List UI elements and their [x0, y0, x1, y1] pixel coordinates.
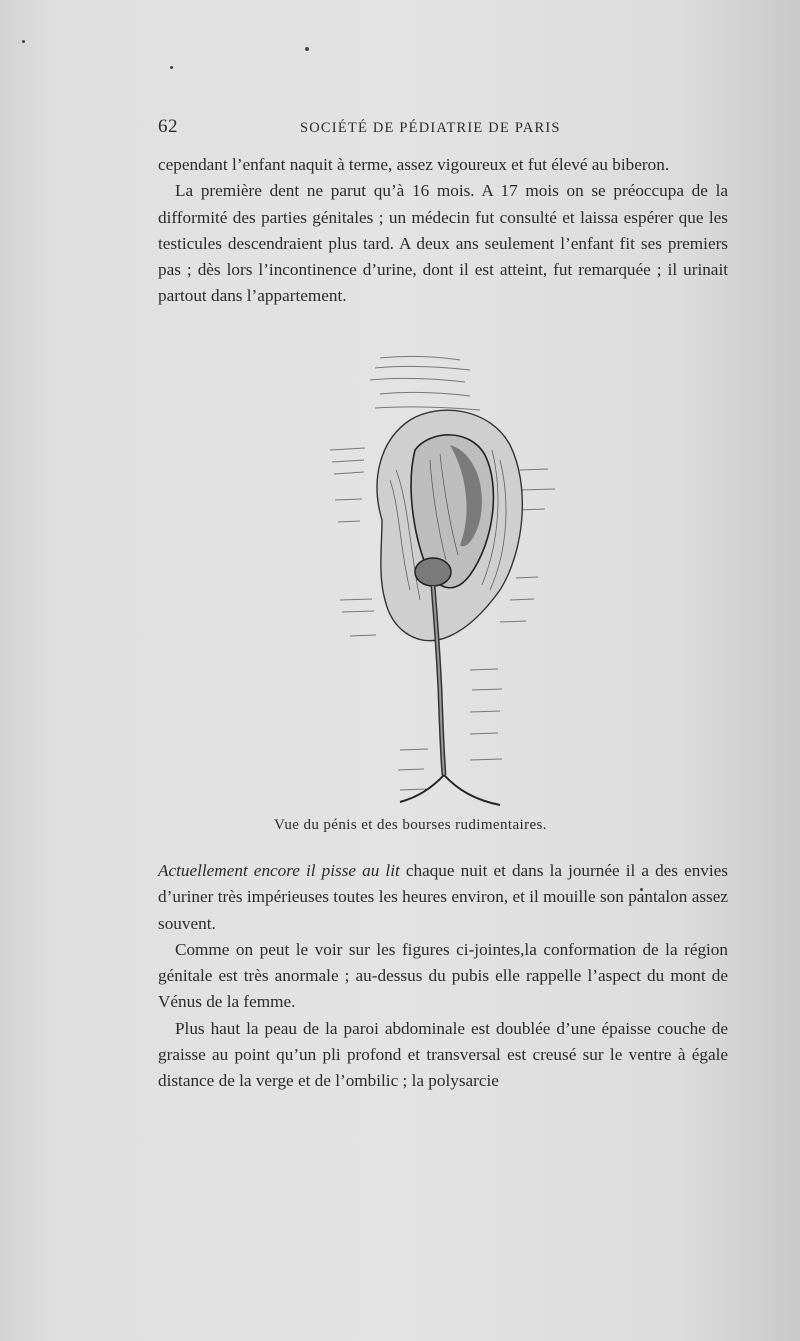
- paper-speck: [22, 40, 25, 43]
- paragraph-3: [158, 858, 728, 937]
- paragraph-5: Plus haut la peau de la paroi abdominale est doublée d’une épaisse couche de graisse au point qu’un pli profond et transversal est creusé sur le ventre à égale distance de la verge et de l’ombilic ; la polysarcie: [158, 1018, 728, 1091]
- paragraph-2: La première dent ne parut qu’à 16 mois. A 17 mois on se préoccupa de la difformité des parties génitales ; un médecin fut consulté et laissa espérer que les testicules descendraient plus tard. A deux ans seulement l’enfant fit ses premiers pas ; dès lors l’incontinence d’urine, dont il est atteint, fut remarquée ; il urinait partout dans l’appartement.: [158, 181, 728, 306]
- paragraph-3-italic: Actuellement encore il pisse au lit: [158, 861, 400, 880]
- text-block-bottom: [158, 858, 728, 1095]
- paper-speck: [305, 47, 309, 51]
- paragraph-3-rest: chaque nuit et dans la journée il a des envies d’uriner très impérieuses toutes les heures environ, et il mouille son pantalon assez souvent.: [158, 861, 728, 933]
- page-number: 62: [158, 116, 178, 137]
- paragraph-1: cependant l’enfant naquit à terme, assez vigoureux et fut élevé au biberon.: [158, 155, 670, 174]
- paper-speck: [170, 66, 173, 69]
- figure-caption: Vue du pénis et des bourses rudimentaires.: [274, 817, 547, 833]
- running-head: SOCIÉTÉ DE PÉDIATRIE DE PARIS: [300, 120, 561, 136]
- paragraph-4: Comme on peut le voir sur les figures ci-jointes,la conformation de la région génitale est très anormale ; au-dessus du pubis elle rappelle l’aspect du mont de Vénus de la femme.: [158, 939, 728, 1012]
- text-block-top: [158, 152, 728, 310]
- anatomical-illustration: [320, 350, 560, 815]
